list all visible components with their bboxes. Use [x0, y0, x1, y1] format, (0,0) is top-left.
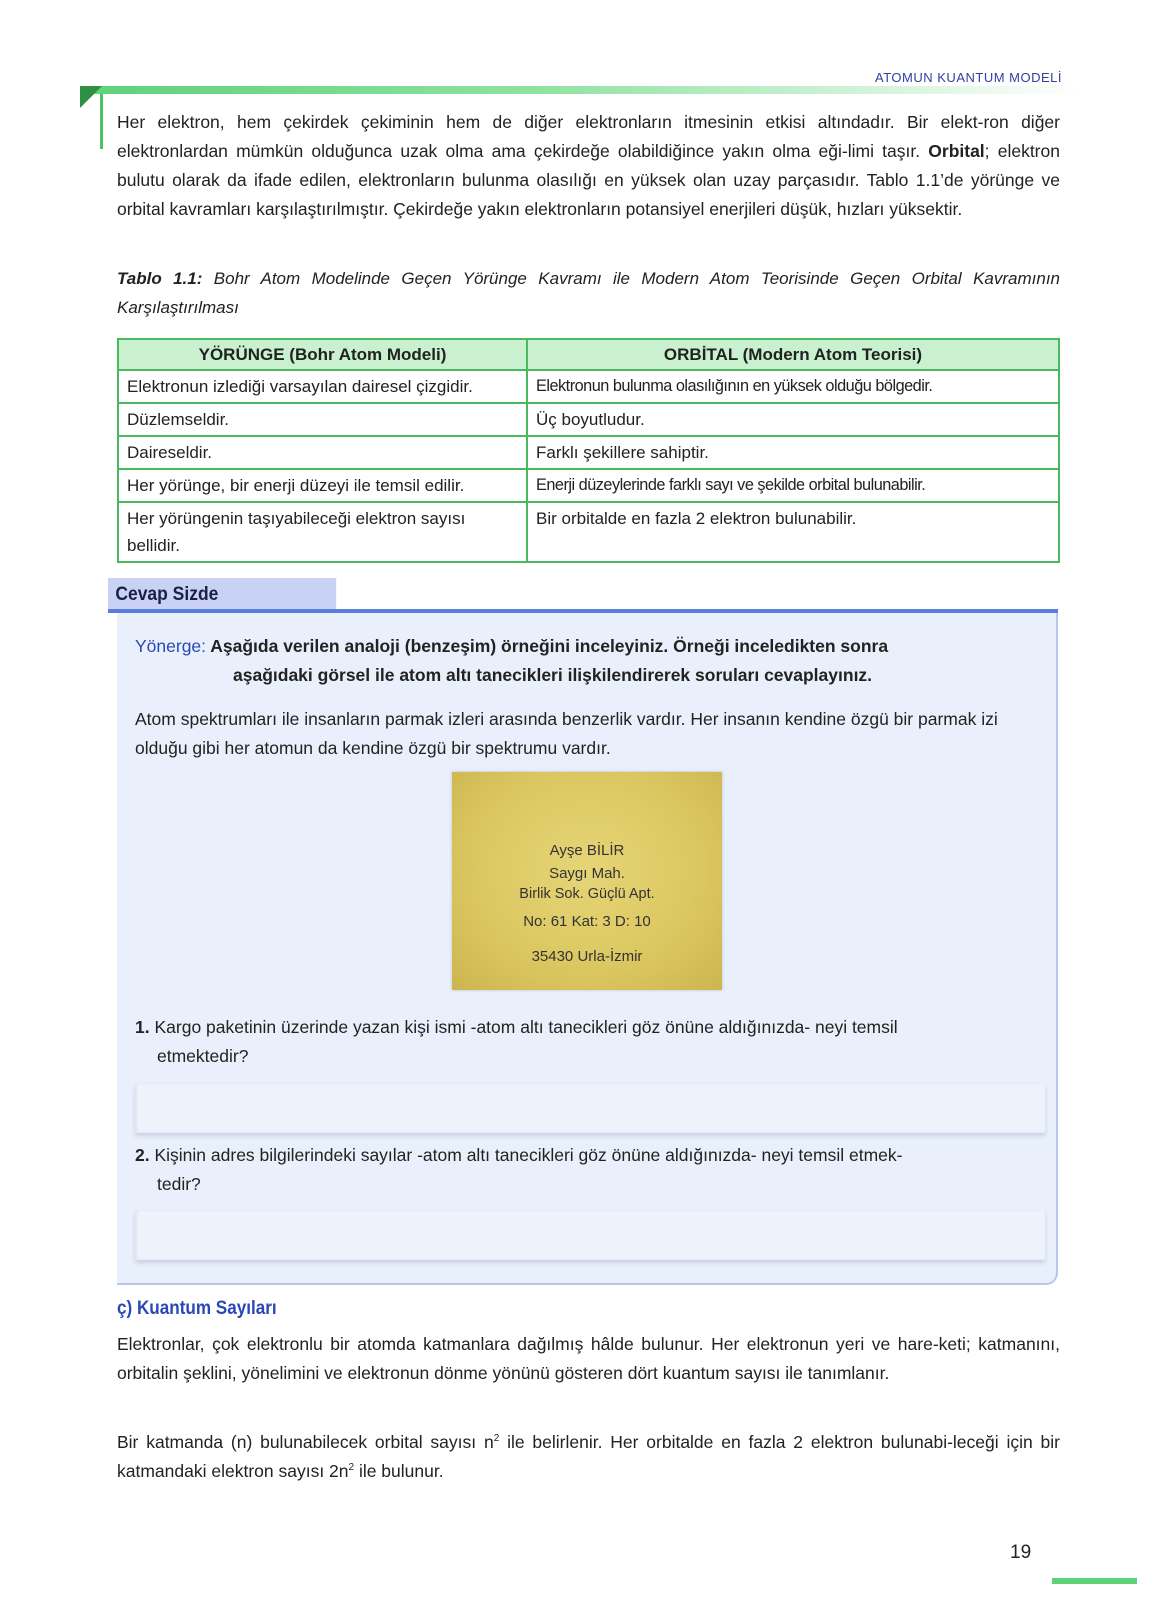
yonerge-label: Yönerge:	[135, 636, 207, 656]
question-number: 2.	[135, 1145, 150, 1165]
package-name: Ayşe BİLİR	[549, 842, 625, 859]
caption-label: Tablo 1.1:	[117, 269, 203, 288]
table-row	[118, 436, 1059, 469]
left-accent	[100, 94, 103, 149]
intro-paragraph	[117, 108, 1060, 224]
answer-field-2[interactable]	[135, 1210, 1045, 1260]
footer-bar	[1052, 1578, 1137, 1584]
table-row	[118, 370, 1059, 403]
table-header-orbital: ORBİTAL (Modern Atom Teorisi)	[527, 339, 1059, 370]
table-caption	[117, 264, 1060, 322]
caption-text: Bohr Atom Modelinde Geçen Yörünge Kavramı ile Modern Atom Teorisinde Geçen Orbital Kavramının Karşılaştırılması	[117, 269, 1060, 317]
p2-text-c: ile bulunur.	[354, 1461, 444, 1481]
table-row	[118, 502, 1059, 562]
p2-text-a: Bir katmanda (n) bulunabilecek orbital sayısı n	[117, 1432, 494, 1452]
comparison-table	[117, 338, 1060, 563]
question-text-cont: etmektedir?	[157, 1046, 249, 1066]
analogy-text: Atom spektrumları ile insanların parmak izleri arasında benzerlik vardır. Her insanın kendine özgü bir parmak izi olduğu gibi her atomun da kendine özgü bir spektrumu vardır.	[135, 709, 998, 758]
intro-text-2: ; elektron bulutu olarak da ifade edilen, elektronların bulunma olasılığı en yüksek olan uzay parçasıdır. Tablo 1.1’de yörünge ve orbital kavramları karşılaştırılmıştır. Çekirdeğe yakın elektronların potansiyel enerjileri düşük, hızları yüksektir.	[117, 141, 1060, 219]
table-row	[118, 469, 1059, 502]
question-text-cont: tedir?	[157, 1174, 201, 1194]
table-cell: Bir orbitalde en fazla 2 elektron bulunabilir.	[527, 502, 1059, 562]
header-title: ATOMUN KUANTUM MODELİ	[875, 70, 1062, 85]
quantum-paragraph-1: Elektronlar, çok elektronlu bir atomda katmanlara dağılmış hâlde bulunur. Her elektronun yeri ve hare-keti; katmanını, orbitalin şeklini, yönelimini ve elektronun dönme yönünü gösteren dört kuantum sayısı ile tanımlanır.	[117, 1334, 1060, 1383]
package-street: Birlik Sok. Güçlü Apt.	[519, 886, 655, 902]
table-cell: Düzlemseldir.	[118, 403, 527, 436]
table-cell: Üç boyutludur.	[527, 403, 1059, 436]
section-heading: ç) Kuantum Sayıları	[117, 1298, 277, 1319]
question-2	[135, 1141, 1045, 1199]
intro-bold-term: Orbital	[928, 141, 985, 161]
table-cell: Her yörüngenin taşıyabileceği elektron sayısı bellidir.	[118, 502, 527, 562]
cevap-sizde-rule	[108, 609, 1058, 613]
cargo-package-image	[452, 772, 722, 990]
table-row	[118, 403, 1059, 436]
table-cell: Farklı şekillere sahiptir.	[527, 436, 1059, 469]
table-header-yorunge: YÖRÜNGE (Bohr Atom Modeli)	[118, 339, 527, 370]
table-cell: Elektronun bulunma olasılığının en yüksek olduğu bölgedir.	[527, 370, 1059, 403]
question-1	[135, 1013, 1045, 1071]
p2-superscript-1: 2	[493, 1433, 500, 1445]
package-no: No: 61 Kat: 3 D: 10	[523, 913, 651, 930]
yonerge-instruction	[135, 632, 1045, 690]
cevap-sizde-tab: Cevap Sizde	[108, 578, 336, 611]
header-corner	[80, 86, 102, 108]
table-cell: Daireseldir.	[118, 436, 527, 469]
yonerge-line-1: Aşağıda verilen analoji (benzeşim) örneğini inceleyiniz. Örneği inceledikten sonra	[210, 636, 889, 656]
table-cell: Elektronun izlediği varsayılan dairesel çizgidir.	[118, 370, 527, 403]
table-cell: Enerji düzeylerinde farklı sayı ve şekilde orbital bulunabilir.	[527, 469, 1059, 502]
table-cell: Her yörünge, bir enerji düzeyi ile temsil edilir.	[118, 469, 527, 502]
question-text: Kişinin adres bilgilerindeki sayılar -atom altı tanecikleri göz önüne aldığınızda- neyi temsil etmek-	[154, 1145, 903, 1165]
p2-text-b: ile belirlenir. Her orbitalde en fazla 2 elektron bulunabi-leceği için bir katmandaki elektron sayısı 2n	[117, 1432, 1060, 1481]
page-number: 19	[1010, 1542, 1032, 1563]
p2-superscript-2: 2	[348, 1462, 355, 1474]
yonerge-line-2: aşağıdaki görsel ile atom altı tanecikleri ilişkilendirerek soruları cevaplayınız.	[233, 665, 873, 685]
quantum-paragraph-2	[117, 1428, 1060, 1486]
intro-text-1: Her elektron, hem çekirdek çekiminin hem de diğer elektronların itmesinin etkisi altındadır. Bir elekt-ron diğer elektronlardan mümkün olduğunca uzak olma ama çekirdeğe olabildiğince yakın olma eği-limi taşır.	[117, 112, 1060, 161]
answer-field-1[interactable]	[135, 1083, 1045, 1133]
package-mah: Saygı Mah.	[549, 865, 625, 882]
question-number: 1.	[135, 1017, 150, 1037]
header-bar	[80, 86, 1080, 94]
package-city: 35430 Urla-İzmir	[531, 948, 643, 965]
table-header-row	[118, 339, 1059, 370]
question-text: Kargo paketinin üzerinde yazan kişi ismi -atom altı tanecikleri göz önüne aldığınızda- neyi temsil	[154, 1017, 898, 1037]
